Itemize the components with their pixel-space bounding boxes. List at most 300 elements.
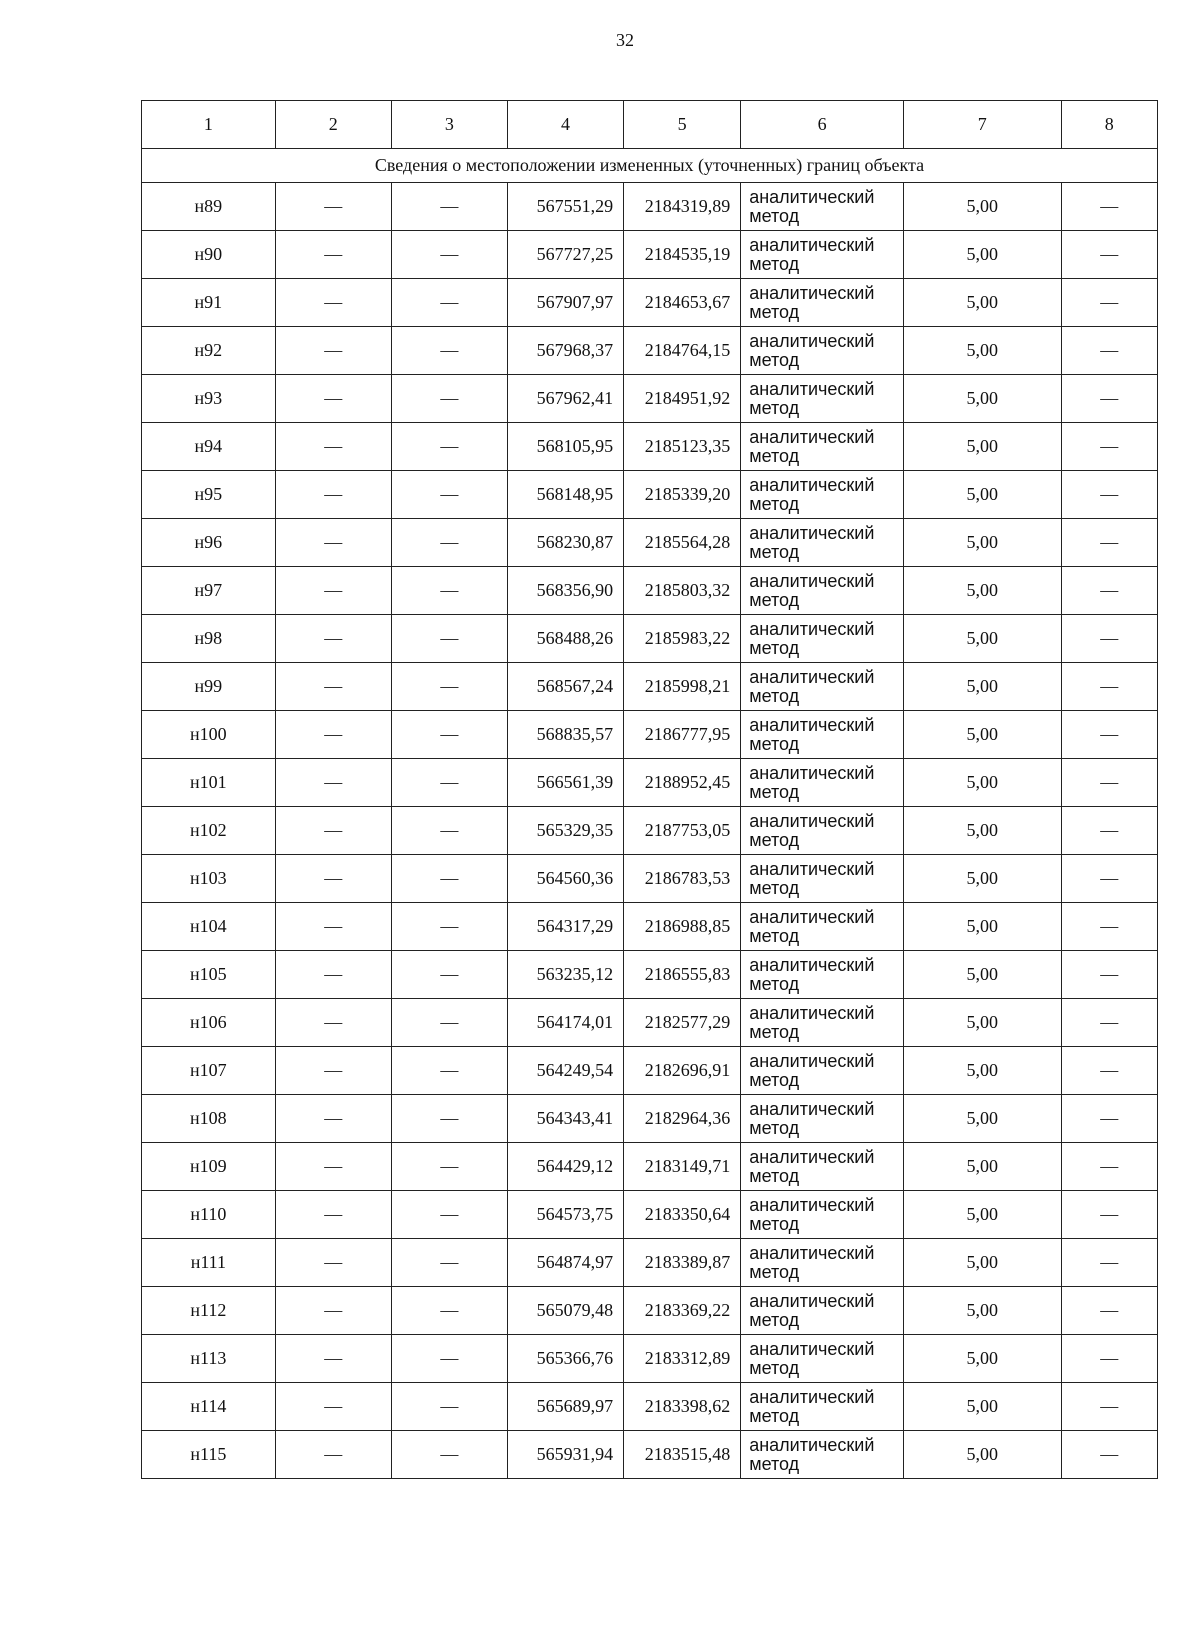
- method-line-2: метод: [749, 253, 800, 274]
- method-line-1: аналитический: [749, 1002, 875, 1023]
- x-coordinate: 567907,97: [507, 279, 623, 327]
- y-coordinate: 2183149,71: [624, 1143, 741, 1191]
- point-name: н96: [142, 519, 276, 567]
- method-cell: [741, 1431, 904, 1479]
- accuracy-value: 5,00: [903, 1047, 1061, 1095]
- point-name: н97: [142, 567, 276, 615]
- col2-dash: —: [275, 375, 391, 423]
- y-coordinate: 2183389,87: [624, 1239, 741, 1287]
- col8-dash: —: [1061, 1335, 1157, 1383]
- method-line-2: метод: [749, 541, 800, 562]
- col2-dash: —: [275, 471, 391, 519]
- y-coordinate: 2186988,85: [624, 903, 741, 951]
- point-name: н114: [142, 1383, 276, 1431]
- point-name: н100: [142, 711, 276, 759]
- method-line-2: метод: [749, 445, 800, 466]
- point-name: н103: [142, 855, 276, 903]
- point-name: н91: [142, 279, 276, 327]
- col2-dash: —: [275, 663, 391, 711]
- col3-dash: —: [391, 1143, 507, 1191]
- accuracy-value: 5,00: [903, 759, 1061, 807]
- x-coordinate: 565366,76: [507, 1335, 623, 1383]
- table-row: [142, 1239, 1158, 1287]
- method-line-2: метод: [749, 349, 800, 370]
- section-caption-row: [142, 149, 1158, 183]
- accuracy-value: 5,00: [903, 1287, 1061, 1335]
- table-row: [142, 375, 1158, 423]
- point-name: н110: [142, 1191, 276, 1239]
- column-header: 1: [142, 101, 276, 149]
- table-row: [142, 1287, 1158, 1335]
- col3-dash: —: [391, 999, 507, 1047]
- col3-dash: —: [391, 903, 507, 951]
- col8-dash: —: [1061, 999, 1157, 1047]
- method-cell: [741, 759, 904, 807]
- x-coordinate: 567551,29: [507, 183, 623, 231]
- method-line-2: метод: [749, 1453, 800, 1474]
- accuracy-value: 5,00: [903, 327, 1061, 375]
- point-name: н101: [142, 759, 276, 807]
- point-name: н93: [142, 375, 276, 423]
- col8-dash: —: [1061, 711, 1157, 759]
- y-coordinate: 2187753,05: [624, 807, 741, 855]
- method-cell: [741, 471, 904, 519]
- col8-dash: —: [1061, 327, 1157, 375]
- y-coordinate: 2183398,62: [624, 1383, 741, 1431]
- method-line-2: метод: [749, 1309, 800, 1330]
- column-header: 5: [624, 101, 741, 149]
- y-coordinate: 2185998,21: [624, 663, 741, 711]
- point-name: н113: [142, 1335, 276, 1383]
- accuracy-value: 5,00: [903, 519, 1061, 567]
- col2-dash: —: [275, 1287, 391, 1335]
- col8-dash: —: [1061, 279, 1157, 327]
- col2-dash: —: [275, 423, 391, 471]
- table-row: [142, 663, 1158, 711]
- method-line-2: метод: [749, 301, 800, 322]
- col8-dash: —: [1061, 1047, 1157, 1095]
- col3-dash: —: [391, 471, 507, 519]
- method-line-1: аналитический: [749, 570, 875, 591]
- y-coordinate: 2184951,92: [624, 375, 741, 423]
- x-coordinate: 568148,95: [507, 471, 623, 519]
- col8-dash: —: [1061, 519, 1157, 567]
- coordinates-table: [141, 100, 1158, 1479]
- method-line-2: метод: [749, 637, 800, 658]
- col8-dash: —: [1061, 1383, 1157, 1431]
- method-cell: [741, 1191, 904, 1239]
- col2-dash: —: [275, 615, 391, 663]
- x-coordinate: 567968,37: [507, 327, 623, 375]
- x-coordinate: 567962,41: [507, 375, 623, 423]
- method-cell: [741, 183, 904, 231]
- y-coordinate: 2186777,95: [624, 711, 741, 759]
- y-coordinate: 2184764,15: [624, 327, 741, 375]
- col2-dash: —: [275, 807, 391, 855]
- accuracy-value: 5,00: [903, 1143, 1061, 1191]
- method-cell: [741, 807, 904, 855]
- table-row: [142, 231, 1158, 279]
- col2-dash: —: [275, 1191, 391, 1239]
- col8-dash: —: [1061, 375, 1157, 423]
- method-cell: [741, 375, 904, 423]
- accuracy-value: 5,00: [903, 711, 1061, 759]
- col2-dash: —: [275, 1095, 391, 1143]
- column-header: 2: [275, 101, 391, 149]
- method-cell: [741, 855, 904, 903]
- method-cell: [741, 903, 904, 951]
- col2-dash: —: [275, 519, 391, 567]
- method-line-2: метод: [749, 877, 800, 898]
- col3-dash: —: [391, 855, 507, 903]
- y-coordinate: 2188952,45: [624, 759, 741, 807]
- method-cell: [741, 327, 904, 375]
- method-line-1: аналитический: [749, 330, 875, 351]
- point-name: н102: [142, 807, 276, 855]
- col2-dash: —: [275, 279, 391, 327]
- y-coordinate: 2182577,29: [624, 999, 741, 1047]
- x-coordinate: 563235,12: [507, 951, 623, 999]
- table-row: [142, 423, 1158, 471]
- method-line-1: аналитический: [749, 378, 875, 399]
- col3-dash: —: [391, 711, 507, 759]
- col2-dash: —: [275, 1431, 391, 1479]
- method-line-2: метод: [749, 781, 800, 802]
- method-line-2: метод: [749, 1117, 800, 1138]
- col2-dash: —: [275, 903, 391, 951]
- method-cell: [741, 1095, 904, 1143]
- point-name: н105: [142, 951, 276, 999]
- point-name: н95: [142, 471, 276, 519]
- col3-dash: —: [391, 1383, 507, 1431]
- accuracy-value: 5,00: [903, 951, 1061, 999]
- column-header: 8: [1061, 101, 1157, 149]
- col2-dash: —: [275, 999, 391, 1047]
- col8-dash: —: [1061, 855, 1157, 903]
- table-row: [142, 1047, 1158, 1095]
- point-name: н107: [142, 1047, 276, 1095]
- column-header: 4: [507, 101, 623, 149]
- col8-dash: —: [1061, 1191, 1157, 1239]
- method-line-2: метод: [749, 1213, 800, 1234]
- table-row: [142, 759, 1158, 807]
- col2-dash: —: [275, 183, 391, 231]
- point-name: н112: [142, 1287, 276, 1335]
- table-row: [142, 855, 1158, 903]
- column-header: 6: [741, 101, 904, 149]
- column-header: 3: [391, 101, 507, 149]
- col2-dash: —: [275, 231, 391, 279]
- col2-dash: —: [275, 1047, 391, 1095]
- y-coordinate: 2185564,28: [624, 519, 741, 567]
- x-coordinate: 568488,26: [507, 615, 623, 663]
- col2-dash: —: [275, 567, 391, 615]
- point-name: н104: [142, 903, 276, 951]
- method-line-1: аналитический: [749, 234, 875, 255]
- col8-dash: —: [1061, 183, 1157, 231]
- col8-dash: —: [1061, 471, 1157, 519]
- accuracy-value: 5,00: [903, 903, 1061, 951]
- method-cell: [741, 423, 904, 471]
- col8-dash: —: [1061, 1095, 1157, 1143]
- table-row: [142, 951, 1158, 999]
- method-line-1: аналитический: [749, 282, 875, 303]
- method-line-1: аналитический: [749, 1434, 875, 1455]
- x-coordinate: 565329,35: [507, 807, 623, 855]
- x-coordinate: 564573,75: [507, 1191, 623, 1239]
- accuracy-value: 5,00: [903, 567, 1061, 615]
- method-line-1: аналитический: [749, 762, 875, 783]
- table-row: [142, 1143, 1158, 1191]
- method-line-1: аналитический: [749, 1194, 875, 1215]
- point-name: н108: [142, 1095, 276, 1143]
- x-coordinate: 566561,39: [507, 759, 623, 807]
- col3-dash: —: [391, 615, 507, 663]
- accuracy-value: 5,00: [903, 423, 1061, 471]
- col2-dash: —: [275, 711, 391, 759]
- col8-dash: —: [1061, 615, 1157, 663]
- method-line-1: аналитический: [749, 474, 875, 495]
- method-line-1: аналитический: [749, 954, 875, 975]
- method-cell: [741, 1383, 904, 1431]
- method-line-2: метод: [749, 205, 800, 226]
- table-row: [142, 327, 1158, 375]
- table-row: [142, 183, 1158, 231]
- table-row: [142, 903, 1158, 951]
- method-cell: [741, 951, 904, 999]
- method-line-2: метод: [749, 589, 800, 610]
- table-row: [142, 615, 1158, 663]
- table-row: [142, 1335, 1158, 1383]
- method-cell: [741, 711, 904, 759]
- table-row: [142, 1191, 1158, 1239]
- x-coordinate: 564560,36: [507, 855, 623, 903]
- col8-dash: —: [1061, 951, 1157, 999]
- method-cell: [741, 1287, 904, 1335]
- col8-dash: —: [1061, 1431, 1157, 1479]
- method-line-1: аналитический: [749, 858, 875, 879]
- point-name: н94: [142, 423, 276, 471]
- accuracy-value: 5,00: [903, 1191, 1061, 1239]
- accuracy-value: 5,00: [903, 999, 1061, 1047]
- x-coordinate: 568356,90: [507, 567, 623, 615]
- section-caption: Сведения о местоположении измененных (уточненных) границ объекта: [142, 149, 1158, 183]
- method-line-1: аналитический: [749, 186, 875, 207]
- col3-dash: —: [391, 1047, 507, 1095]
- method-cell: [741, 279, 904, 327]
- page-number-text: 32: [616, 30, 634, 50]
- method-line-1: аналитический: [749, 522, 875, 543]
- method-line-2: метод: [749, 829, 800, 850]
- method-cell: [741, 999, 904, 1047]
- col2-dash: —: [275, 1143, 391, 1191]
- table-row: [142, 471, 1158, 519]
- method-line-1: аналитический: [749, 1338, 875, 1359]
- method-cell: [741, 1047, 904, 1095]
- col8-dash: —: [1061, 1143, 1157, 1191]
- y-coordinate: 2183312,89: [624, 1335, 741, 1383]
- table-row: [142, 711, 1158, 759]
- x-coordinate: 565931,94: [507, 1431, 623, 1479]
- x-coordinate: 565079,48: [507, 1287, 623, 1335]
- column-header: 7: [903, 101, 1061, 149]
- y-coordinate: 2186783,53: [624, 855, 741, 903]
- method-line-1: аналитический: [749, 1290, 875, 1311]
- col3-dash: —: [391, 231, 507, 279]
- y-coordinate: 2184653,67: [624, 279, 741, 327]
- method-line-1: аналитический: [749, 666, 875, 687]
- col3-dash: —: [391, 1239, 507, 1287]
- y-coordinate: 2182696,91: [624, 1047, 741, 1095]
- x-coordinate: 564317,29: [507, 903, 623, 951]
- accuracy-value: 5,00: [903, 1431, 1061, 1479]
- y-coordinate: 2185803,32: [624, 567, 741, 615]
- method-cell: [741, 567, 904, 615]
- method-line-2: метод: [749, 1021, 800, 1042]
- point-name: н109: [142, 1143, 276, 1191]
- method-line-1: аналитический: [749, 426, 875, 447]
- method-line-1: аналитический: [749, 1242, 875, 1263]
- accuracy-value: 5,00: [903, 1095, 1061, 1143]
- col8-dash: —: [1061, 759, 1157, 807]
- col3-dash: —: [391, 759, 507, 807]
- accuracy-value: 5,00: [903, 279, 1061, 327]
- point-name: н111: [142, 1239, 276, 1287]
- table-row: [142, 1383, 1158, 1431]
- x-coordinate: 564249,54: [507, 1047, 623, 1095]
- method-line-1: аналитический: [749, 1050, 875, 1071]
- x-coordinate: 564429,12: [507, 1143, 623, 1191]
- col2-dash: —: [275, 1239, 391, 1287]
- col3-dash: —: [391, 327, 507, 375]
- method-line-2: метод: [749, 1405, 800, 1426]
- method-line-2: метод: [749, 493, 800, 514]
- col3-dash: —: [391, 1335, 507, 1383]
- point-name: н89: [142, 183, 276, 231]
- y-coordinate: 2183515,48: [624, 1431, 741, 1479]
- method-line-2: метод: [749, 1261, 800, 1282]
- point-name: н115: [142, 1431, 276, 1479]
- accuracy-value: 5,00: [903, 855, 1061, 903]
- y-coordinate: 2184535,19: [624, 231, 741, 279]
- accuracy-value: 5,00: [903, 615, 1061, 663]
- table-body: [142, 101, 1158, 1479]
- col2-dash: —: [275, 327, 391, 375]
- col8-dash: —: [1061, 903, 1157, 951]
- col3-dash: —: [391, 1095, 507, 1143]
- col3-dash: —: [391, 183, 507, 231]
- col8-dash: —: [1061, 567, 1157, 615]
- y-coordinate: 2185339,20: [624, 471, 741, 519]
- accuracy-value: 5,00: [903, 231, 1061, 279]
- y-coordinate: 2186555,83: [624, 951, 741, 999]
- method-line-2: метод: [749, 685, 800, 706]
- method-line-1: аналитический: [749, 810, 875, 831]
- page-number: [50, 30, 1200, 51]
- method-cell: [741, 1143, 904, 1191]
- method-line-1: аналитический: [749, 1386, 875, 1407]
- x-coordinate: 565689,97: [507, 1383, 623, 1431]
- method-line-1: аналитический: [749, 618, 875, 639]
- table-row: [142, 279, 1158, 327]
- method-line-2: метод: [749, 973, 800, 994]
- point-name: н92: [142, 327, 276, 375]
- accuracy-value: 5,00: [903, 1239, 1061, 1287]
- col8-dash: —: [1061, 1287, 1157, 1335]
- y-coordinate: 2185123,35: [624, 423, 741, 471]
- col2-dash: —: [275, 1335, 391, 1383]
- table-row: [142, 519, 1158, 567]
- col8-dash: —: [1061, 807, 1157, 855]
- table-row: [142, 1431, 1158, 1479]
- accuracy-value: 5,00: [903, 375, 1061, 423]
- x-coordinate: 568567,24: [507, 663, 623, 711]
- method-line-1: аналитический: [749, 714, 875, 735]
- col3-dash: —: [391, 279, 507, 327]
- point-name: н106: [142, 999, 276, 1047]
- point-name: н99: [142, 663, 276, 711]
- column-header-row: [142, 101, 1158, 149]
- x-coordinate: 564874,97: [507, 1239, 623, 1287]
- x-coordinate: 568230,87: [507, 519, 623, 567]
- accuracy-value: 5,00: [903, 663, 1061, 711]
- method-line-1: аналитический: [749, 1098, 875, 1119]
- accuracy-value: 5,00: [903, 183, 1061, 231]
- table-row: [142, 1095, 1158, 1143]
- method-cell: [741, 1335, 904, 1383]
- method-line-2: метод: [749, 925, 800, 946]
- method-cell: [741, 519, 904, 567]
- col8-dash: —: [1061, 423, 1157, 471]
- method-line-2: метод: [749, 1357, 800, 1378]
- col3-dash: —: [391, 663, 507, 711]
- method-cell: [741, 1239, 904, 1287]
- point-name: н90: [142, 231, 276, 279]
- table-row: [142, 807, 1158, 855]
- col3-dash: —: [391, 519, 507, 567]
- method-line-1: аналитический: [749, 906, 875, 927]
- method-line-2: метод: [749, 733, 800, 754]
- col8-dash: —: [1061, 1239, 1157, 1287]
- method-line-2: метод: [749, 397, 800, 418]
- method-cell: [741, 615, 904, 663]
- table-row: [142, 567, 1158, 615]
- method-line-2: метод: [749, 1165, 800, 1186]
- col3-dash: —: [391, 423, 507, 471]
- x-coordinate: 568105,95: [507, 423, 623, 471]
- accuracy-value: 5,00: [903, 1383, 1061, 1431]
- accuracy-value: 5,00: [903, 807, 1061, 855]
- table-row: [142, 999, 1158, 1047]
- col2-dash: —: [275, 1383, 391, 1431]
- col2-dash: —: [275, 855, 391, 903]
- y-coordinate: 2183369,22: [624, 1287, 741, 1335]
- col8-dash: —: [1061, 231, 1157, 279]
- col3-dash: —: [391, 567, 507, 615]
- point-name: н98: [142, 615, 276, 663]
- x-coordinate: 564174,01: [507, 999, 623, 1047]
- col2-dash: —: [275, 759, 391, 807]
- accuracy-value: 5,00: [903, 471, 1061, 519]
- method-line-2: метод: [749, 1069, 800, 1090]
- x-coordinate: 564343,41: [507, 1095, 623, 1143]
- x-coordinate: 567727,25: [507, 231, 623, 279]
- method-cell: [741, 231, 904, 279]
- y-coordinate: 2184319,89: [624, 183, 741, 231]
- accuracy-value: 5,00: [903, 1335, 1061, 1383]
- col3-dash: —: [391, 1431, 507, 1479]
- col2-dash: —: [275, 951, 391, 999]
